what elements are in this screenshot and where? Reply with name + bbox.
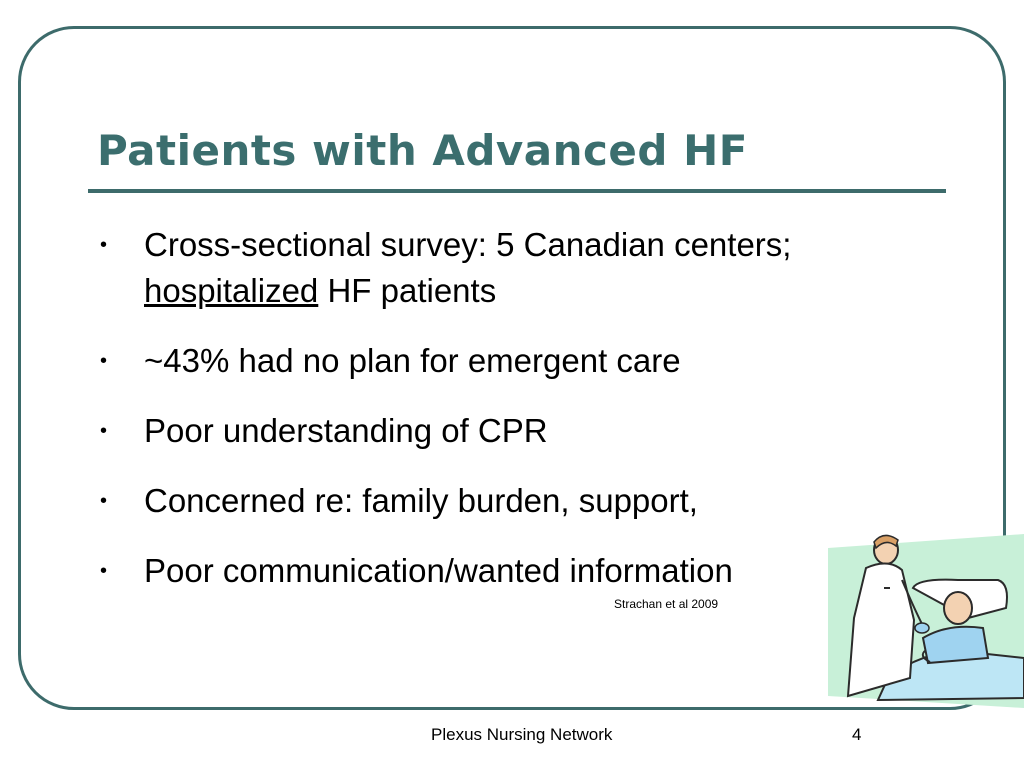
- bullet-dot-icon: •: [100, 560, 108, 582]
- bullet-text: Concerned re: family burden, support,: [144, 482, 698, 519]
- nurse-with-patient-in-bed-clipart-icon: [818, 528, 1024, 708]
- bullet-list: [100, 222, 920, 618]
- bullet-dot-icon: •: [100, 234, 108, 256]
- title-divider: [88, 189, 946, 193]
- bullet-text: Poor understanding of CPR: [144, 412, 548, 449]
- bullet-dot-icon: •: [100, 420, 108, 442]
- bullet-item: [100, 478, 920, 524]
- bullet-text: Poor communication/wanted information: [144, 552, 733, 589]
- slide-title: Patients with Advanced HF: [97, 126, 748, 175]
- citation: Strachan et al 2009: [614, 597, 719, 611]
- bullet-dot-icon: •: [100, 490, 108, 512]
- bullet-text: ~43% had no plan for emergent care: [144, 342, 681, 379]
- page-number: 4: [852, 725, 862, 744]
- footer-organization: Plexus Nursing Network: [431, 725, 613, 744]
- bullet-text: Cross-sectional survey: 5 Canadian centers;: [144, 226, 792, 263]
- bullet-item: [100, 408, 920, 454]
- bullet-text-continuation: HF patients: [318, 272, 497, 309]
- bullet-item: [100, 222, 920, 314]
- bullet-item: [100, 548, 920, 594]
- bullet-item: [100, 338, 920, 384]
- bullet-dot-icon: •: [100, 350, 108, 372]
- bullet-text-underlined: hospitalized: [144, 272, 319, 309]
